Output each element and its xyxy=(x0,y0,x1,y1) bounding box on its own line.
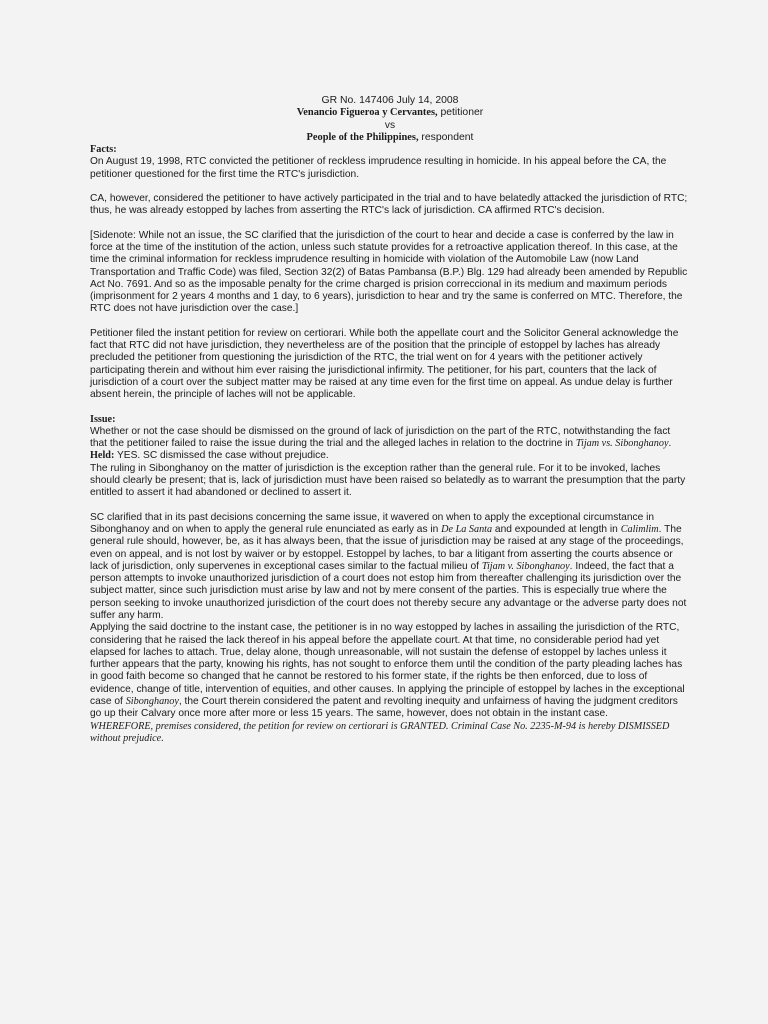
analysis-paragraph-2 xyxy=(90,622,690,720)
issue-paragraph xyxy=(90,426,690,451)
issue-text: Whether or not the case should be dismissed on the ground of lack of jurisdiction on the part of the RTC, notwithstanding the fact that the petitioner failed to raise the issue during the trial and the alleged laches in relation to the doctrine in xyxy=(90,425,671,450)
case-header xyxy=(90,95,690,144)
issue-end: . xyxy=(668,438,672,450)
facts-paragraph-1: On August 19, 1998, RTC convicted the petitioner of reckless imprudence resulting in homicide. In his appeal before the CA, the petitioner questioned for the first time the RTC's jurisdiction. xyxy=(90,156,667,180)
analysis-text-a1: SC clarified that in its past decisions concerning the same issue, it wavered on when to apply the exceptional circumstance in Sibonghanoy and on when to apply the general rule enunciated as early as in xyxy=(90,511,655,535)
petitioner-role: petitioner xyxy=(437,107,484,119)
petitioner-name: Venancio Figueroa y Cervantes, xyxy=(296,107,438,119)
held-paragraph-1: The ruling in Sibonghanoy on the matter of jurisdiction is the exception rather than the general rule. For it to be invoked, laches should clearly be present; that is, lack of jurisdiction must have been raised so belatedly as to warrant the presumption that the party entitled to assert it had abandoned or declined to assert it. xyxy=(90,462,686,499)
facts-heading: Facts: xyxy=(90,144,117,156)
analysis-text-b1: Applying the said doctrine to the instant case, the petitioner is in no way estopped by laches in assailing the jurisdiction of the RTC, considering that he raised the lack thereof in his appeal before the appellate court. At that time, no considerable period had yet elapsed for laches to attach. True, delay alone, though unreasonable, will not sustain the defense of estoppel by laches unless it further appears that the party, knowing his rights, has not sought to enforce them until the condition of the party pleading laches has in good faith become so changed that he cannot be restored to his former state, if the rights be then enforced, due to loss of evidence, change of title, intervention of equities, and other causes. In applying the principle of estoppel by laches in the exceptional case of xyxy=(90,622,685,708)
analysis-text-a3: . The general rule should, however, be, as it has always been, that the issue of jurisdiction may be raised at any stage of the proceedings, even on appeal, and is not lost by waiver or by estoppel. Estoppel by laches, to bar a litigant from asserting the courts absence or lack of jurisdiction, only supervenes in exceptional cases similar to the factual milieu of xyxy=(90,523,684,572)
ref-sibonghanoy: Sibonghanoy xyxy=(125,696,179,708)
held-line xyxy=(90,450,690,462)
wherefore-clause: WHEREFORE, premises considered, the petition for review on certiorari is GRANTED. Criminal Case No. 2235-M-94 is hereby DISMISSED without prejudice. xyxy=(90,720,670,744)
respondent-name: People of the Philippines, xyxy=(306,131,419,143)
sidenote-paragraph: [Sidenote: While not an issue, the SC clarified that the jurisdiction of the court to hear and decide a case is conferred by the law in force at the time of the institution of the action, unless such statute provides for a retroactive application thereof. In this case, at the time the criminal information for reckless imprudence resulting in homicide with violation of the Automobile Law (now Land Transportation and Traffic Code) was filed, Section 32(2) of Batas Pambansa (B.P.) Blg. 129 had already been amended by Republic Act No. 7691. And so as the imposable penalty for the crime charged is prision correccional in its medium and maximum periods (imprisonment for 2 years 4 months and 1 day, to 6 years), jurisdiction to hear and try the same is conferred on MTC. Therefore, the RTC does not have jurisdiction over the case.] xyxy=(90,229,688,315)
ref-tijam-sibonghanoy: Tijam v. Sibonghanoy xyxy=(481,560,570,572)
facts-paragraph-4: Petitioner filed the instant petition for review on certiorari. While both the appellate court and the Solicitor General acknowledge the fact that RTC did not have jurisdiction, they nevertheless are of the position that the principle of estoppel by laches has already precluded the petitioner from questioning the jurisdiction of the RTC, the trial went on for 4 years with the petitioner actively participating therein and without him ever raising the jurisdictional infirmity. The petitioner, for his part, counters that the lack of jurisdiction of a court over the subject matter may be raised at any time even for the first time on appeal. As undue delay is further absent herein, the principle of laches will not be applicable. xyxy=(90,327,679,401)
analysis-text-a4: . Indeed, the fact that a person attempts to invoke unauthorized jurisdiction of a court does not estop him from thereafter challenging its jurisdiction over the subject matter, since such jurisdiction must arise by law and not by mere consent of the parties. This is especially true where the person seeking to invoke unauthorized jurisdiction of the court does not thereby secure any advantage or the adverse party does not suffer any harm. xyxy=(90,560,687,621)
ref-calimlim: Calimlim xyxy=(620,523,659,535)
held-heading: Held: xyxy=(90,450,115,462)
respondent-line xyxy=(90,132,690,144)
ref-de-la-santa: De La Santa xyxy=(441,523,493,535)
case-number-date: GR No. 147406 July 14, 2008 xyxy=(321,95,459,106)
analysis-paragraph-1 xyxy=(90,512,690,623)
facts-paragraph-2: CA, however, considered the petitioner to have actively participated in the trial and to have belatedly attacked the jurisdiction of RTC; thus, he was already estopped by laches from asserting the RTC's lack of jurisdiction. CA affirmed RTC's decision. xyxy=(90,193,688,217)
analysis-text-a2: and expounded at length in xyxy=(492,523,621,535)
analysis-text-b2: , the Court therein considered the patent and revolting inequity and unfairness of having the judgment creditors go up their Calvary once more after more or less 15 years. The same, however, does not obtain in the instant case. xyxy=(90,696,678,720)
respondent-role: respondent xyxy=(418,131,474,143)
issue-case-ref: Tijam vs. Sibonghanoy xyxy=(575,438,669,450)
document-body xyxy=(90,95,690,745)
held-text: YES. SC dismissed the case without prejudice. xyxy=(114,450,329,462)
versus-line: vs xyxy=(384,119,396,131)
petitioner-line xyxy=(90,107,690,119)
issue-heading: Issue: xyxy=(90,413,116,425)
